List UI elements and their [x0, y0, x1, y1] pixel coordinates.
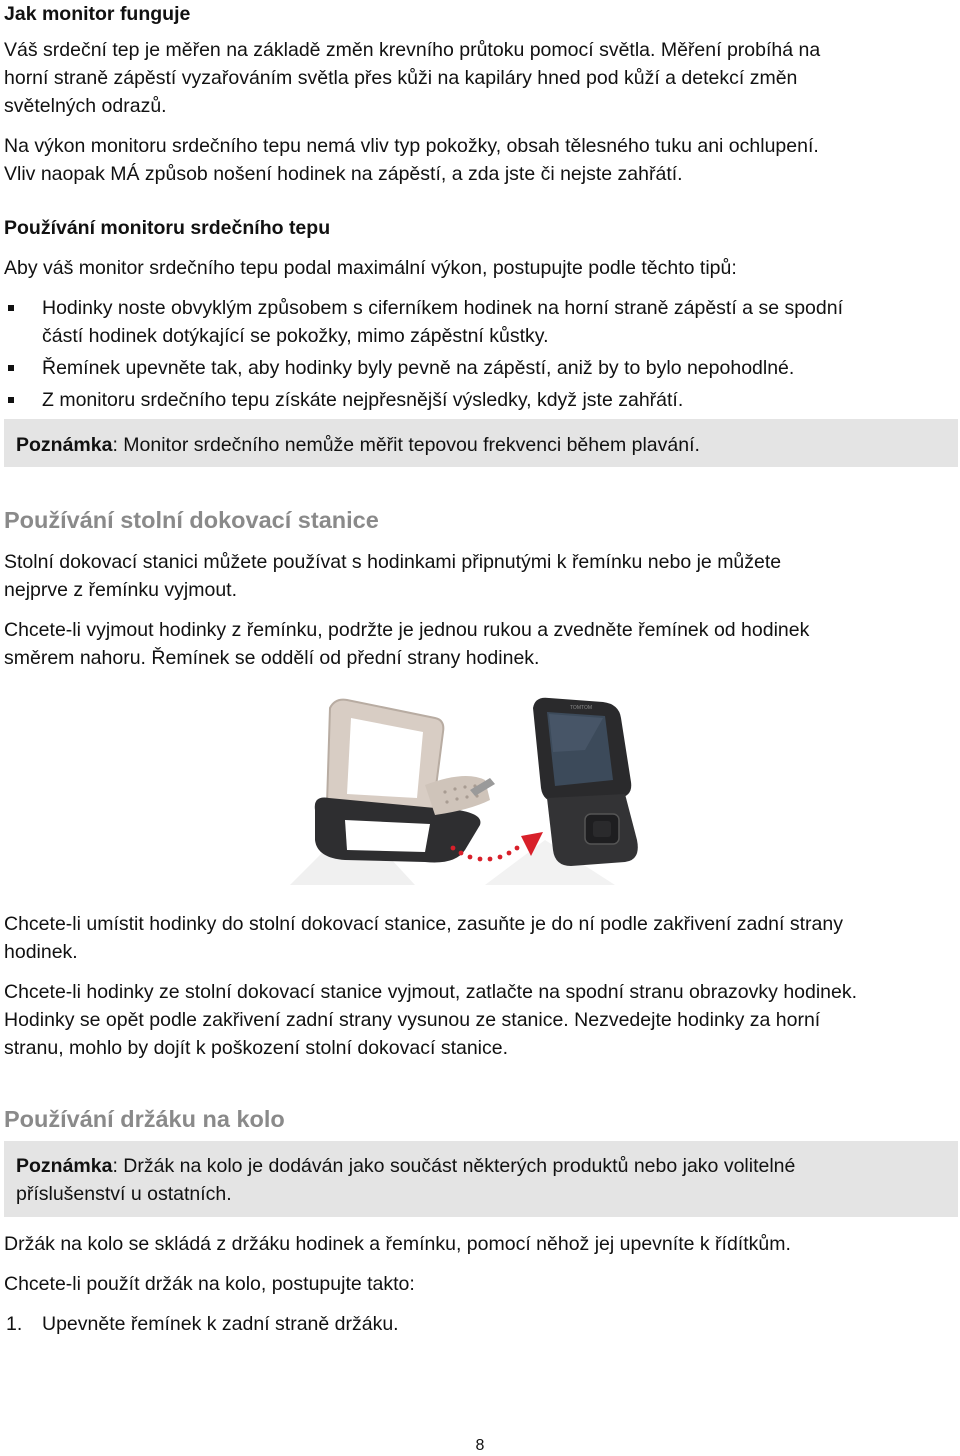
watch-brand: TOMTOM — [569, 705, 593, 711]
strap — [315, 700, 495, 863]
section-title-jak-monitor-funguje: Jak monitor funguje — [4, 3, 191, 25]
paragraph-line: stranu, mohlo by dojít k poškození stolní dokovací stanice. — [4, 1037, 509, 1059]
band-opening — [345, 820, 430, 852]
page-number: 8 — [475, 1437, 485, 1454]
paragraph-line: světelných odrazů. — [4, 95, 167, 117]
list-item-line: Řemínek upevněte tak, aby hodinky byly pevně na zápěstí, aniž by to bylo nepohodlné. — [42, 357, 795, 379]
paragraph-line: Vliv naopak MÁ způsob nošení hodinek na zápěstí, a zda jste či nejste zahřátí. — [4, 163, 683, 185]
paragraph-line: Aby váš monitor srdečního tepu podal maximální výkon, postupujte podle těchto tipů: — [4, 257, 737, 279]
bullet-marker — [8, 305, 14, 311]
paragraph-line: Na výkon monitoru srdečního tepu nemá vliv typ pokožky, obsah tělesného tuku ani ochlupení. — [4, 135, 819, 157]
paragraph-line: nejprve z řemínku vyjmout. — [4, 579, 238, 601]
band-perforated — [425, 776, 490, 815]
paragraph-line: Chcete-li umístit hodinky do stolní dokovací stanice, zasuňte je do ní podle zakřivení zadní strany — [4, 913, 843, 935]
watch — [533, 698, 638, 866]
watch-button-inner — [593, 821, 611, 837]
paragraph-line: směrem nahoru. Řemínek se oddělí od přední strany hodinek. — [4, 647, 540, 669]
note-text: : Monitor srdečního nemůže měřit tepovou frekvenci během plavání. — [112, 434, 700, 456]
note-label: Poznámka — [16, 1155, 113, 1177]
paragraph-line: hodinek. — [4, 941, 78, 963]
step-number: 1. — [6, 1313, 23, 1335]
note-text: příslušenství u ostatních. — [16, 1183, 232, 1205]
paragraph-line: Držák na kolo se skládá z držáku hodinek a řemínku, pomocí něhož jej upevníte k řídítkům. — [4, 1233, 791, 1255]
paragraph-line: horní straně zápěstí vyzařováním světla přes kůži na kapiláry hned pod kůží a detekcí změn — [4, 67, 798, 89]
note-label: Poznámka — [16, 434, 113, 456]
note-box — [4, 419, 958, 467]
section-heading-dock: Používání stolní dokovací stanice — [4, 507, 379, 533]
step-text: Upevněte řemínek k zadní straně držáku. — [42, 1313, 399, 1335]
strap-window — [347, 718, 423, 798]
note-box — [4, 1141, 958, 1217]
bullet-marker — [8, 365, 14, 371]
list-item-line: Z monitoru srdečního tepu získáte nejpřesnější výsledky, když jste zahřátí. — [42, 389, 684, 411]
bullet-marker — [8, 397, 14, 403]
list-item-line: částí hodinek dotýkající se pokožky, mimo zápěstní kůstky. — [42, 325, 549, 347]
paragraph-line: Stolní dokovací stanici můžete používat s hodinkami připnutými k řemínku nebo je můžete — [4, 551, 782, 573]
section-heading-bike-mount: Používání držáku na kolo — [4, 1106, 285, 1132]
paragraph-line: Hodinky se opět podle zakřivení zadní strany vysunou ze stanice. Nezvedejte hodinky za horní — [4, 1009, 821, 1031]
paragraph-line: Váš srdeční tep je měřen na základě změn krevního průtoku pomocí světla. Měření probíhá na — [4, 39, 821, 61]
paragraph-line: Chcete-li vyjmout hodinky z řemínku, podržte je jednou rukou a zvedněte řemínek od hodinek — [4, 619, 810, 641]
paragraph-line: Chcete-li použít držák na kolo, postupujte takto: — [4, 1273, 415, 1295]
list-item-line: Hodinky noste obvyklým způsobem s ciferníkem hodinek na horní straně zápěstí a se spodní — [42, 297, 844, 319]
section-title-monitor-use: Používání monitoru srdečního tepu — [4, 217, 331, 239]
paragraph-line: Chcete-li hodinky ze stolní dokovací stanice vyjmout, zatlačte na spodní stranu obrazovky hodinek. — [4, 981, 858, 1003]
watch-strap-illustration — [285, 690, 675, 890]
note-text: : Držák na kolo je dodáván jako součást některých produktů nebo jako volitelné — [112, 1155, 796, 1177]
